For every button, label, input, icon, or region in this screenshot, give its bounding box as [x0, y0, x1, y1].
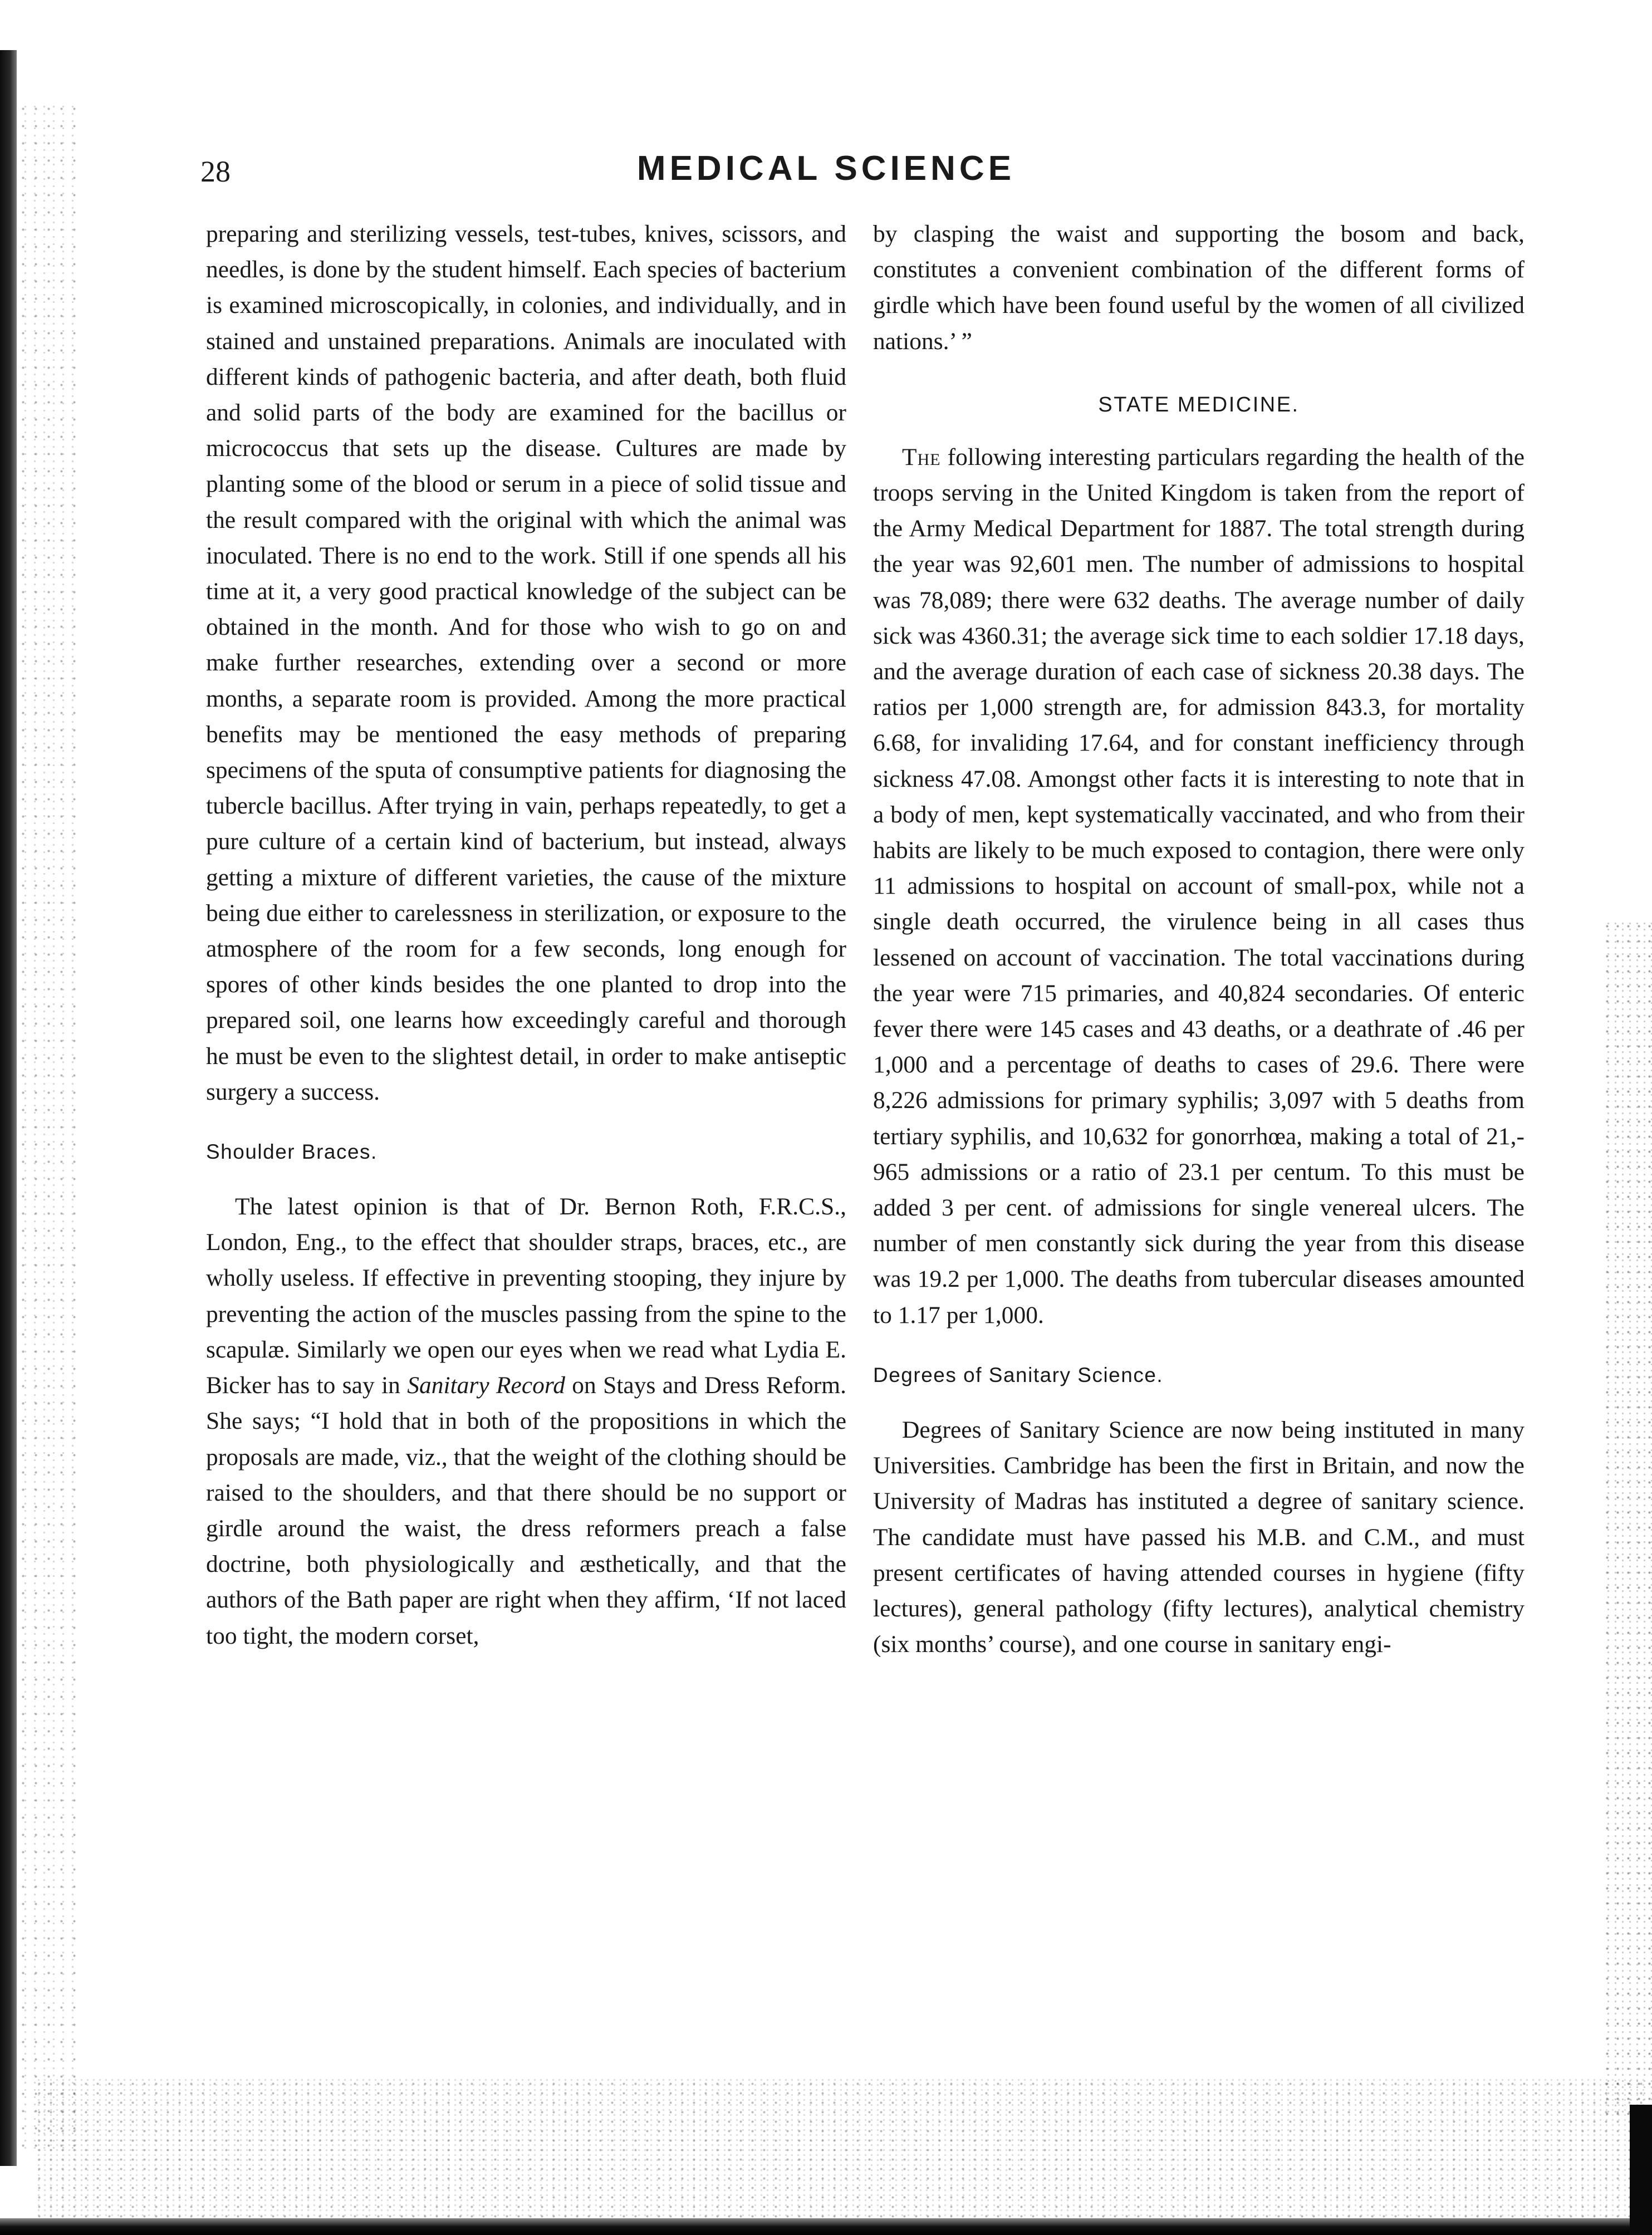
scan-noise-right	[1602, 919, 1652, 2116]
paragraph-corset-continued: by clasping the waist and supporting the bosom and back, constitutes a convenient combination of the different forms of girdle which have been found useful by the women of all civilized nations.’ ”	[873, 220, 1524, 355]
heading-state-medicine: STATE MEDICINE.	[1098, 393, 1300, 416]
scan-edge-right	[1630, 2105, 1652, 2235]
right-column	[873, 216, 1524, 1662]
scan-noise-bottom	[33, 2079, 1648, 2224]
left-column	[206, 216, 846, 1654]
lead-word: The	[902, 443, 941, 470]
paragraph-state-medicine	[873, 439, 1524, 1333]
shoulder-braces-text-b: on Stays and Dress Reform. She says; “I hold that in both of the propositions in which the proposals are made, viz., that the weight of the clothing should be raised to the shoulders, and that there should be no support or girdle around the waist, the dress reformers preach a false doctrine, both physiologically and æsthetically, and that the authors of the Bath paper are right when they affirm, ‘If not laced too tight, the modern corset,	[206, 1372, 847, 1649]
state-medicine-text: following interesting particulars regarding the health of the troops serving in the United Kingdom is taken from the report of the Army Medical Department for 1887. The total strength during the year was 92,601 men. The number of admissions to hospital was 78,089; there were 632 deaths. The average number of daily sick was 4360.31; the average sick time to each soldier 17.18 days, and the average duration of each case of sickness 20.38 days. The ratios per 1,000 strength are, for admission 843.3, for mortality 6.68, for invaliding 17.64, and for constant inefficiency through sickness 47.08. Amongst other facts it is interesting to note that in a body of men, kept systematically vaccinated, and who from their habits are likely to be much exposed to contagion, there were only 11 admissions to hospital on account of small-pox, while not a single death occurred, the virulence being in all cases thus lessened on account of vaccination. The total vaccinations during the year were 715 primaries, and 40,824 secondaries. Of enteric fever there were 145 cases and 43 deaths, or a deathrate of .46 per 1,000 and a percentage of deaths to cases of 29.6. There were 8,226 admissions for primary syphilis; 3,097 with 5 deaths from tertiary syphilis, and 10,632 for gonorrhœa, making a total of 21,965 admissions or a ratio of 23.1 per centum. To this must be added 3 per cent. of admissions for single venereal ulcers. The number of men constantly sick during the year from this disease was 19.2 per 1,000. The deaths from tubercular diseases amounted to 1.17 per 1,000.	[873, 443, 1524, 1329]
paragraph-bacteriology: preparing and sterilizing vessels, test-tubes, knives, scissors, and needles, is done by the student himself. Each species of bacterium is examined microscopically, in colonies, and individually, and in stained and unstained preparations. Animals are inoculated with different kinds of pathogenic bacteria, and after death, both fluid and solid parts of the body are examined for the bacillus or micrococcus that sets up the disease. Cultures are made by planting some of the blood or serum in a piece of solid tissue and the result compared with the original with which the animal was inoculated. There is no end to the work. Still if one spends all his time at it, a very good practical knowledge of the subject can be obtained in the month. And for those who wish to go on and make further researches, extending over a second or more months, a separate room is provided. Among the more practical benefits may be mentioned the easy methods of preparing specimens of the sputa of consumptive patients for diagnosing the tubercle bacillus. After trying in vain, perhaps repeatedly, to get a pure culture of a certain kind of bacterium, but instead, always getting a mixture of different varieties, the cause of the mixture being due either to carelessness in sterilization, or exposure to the atmosphere of the room for a few seconds, long enough for spores of other kinds besides the one planted to drop into the prepared soil, one learns how exceedingly careful and thorough he must be even to the slightest detail, in order to make antiseptic surgery a success.	[206, 220, 846, 1105]
publication-title: Sanitary Record	[407, 1372, 565, 1399]
scan-edge-left	[0, 50, 17, 2166]
paragraph-shoulder-braces	[206, 1189, 846, 1654]
heading-shoulder-braces: Shoulder Braces.	[206, 1140, 378, 1164]
paragraph-degrees-sanitary-science: Degrees of Sanitary Science are now being instituted in many Universities. Cambridge has been the first in Britain, and now the University of Madras has instituted a degree of sanitary science. The candidate must have passed his M.B. and C.M., and must present certificates of having attended courses in hygiene (fifty lectures), general pathology (fifty lectures), analytical chemistry (six months’ course), and one course in sanitary engi-	[873, 1416, 1524, 1658]
page-number: 28	[200, 155, 231, 188]
shoulder-braces-text-a: The latest opinion is that of Dr. Bernon Roth, F.R.C.S., London, Eng., to the effect that shoulder straps, braces, etc., are wholly useless. If effective in preventing stooping, they injure by preventing the action of the muscles passing from the spine to the scapulæ. Similarly we open our eyes when we read what Lydia E. Bicker has to say in	[206, 1193, 846, 1399]
heading-degrees-sanitary-science: Degrees of Sanitary Science.	[873, 1363, 1164, 1386]
scan-noise-left	[17, 100, 78, 2149]
scan-edge-bottom	[0, 2218, 1652, 2235]
running-head: MEDICAL SCIENCE	[636, 149, 1016, 188]
